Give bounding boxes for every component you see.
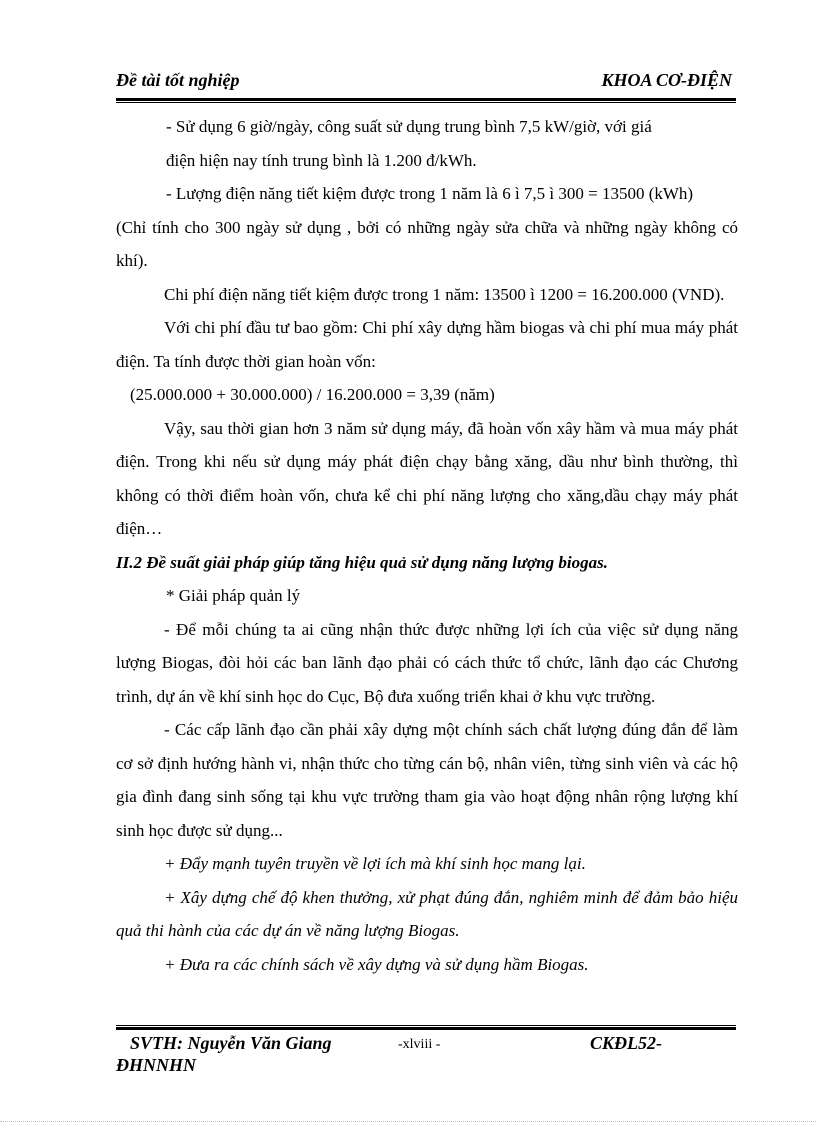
formula-payback: (25.000.000 + 30.000.000) / 16.200.000 = 3,39 (năm): [130, 385, 495, 404]
paragraph-conclusion: Vậy, sau thời gian hơn 3 năm sử dụng máy, đã hoàn vốn xây hầm và mua máy phát điện. Trong khi nếu sử dụng máy phát điện chạy bằng xăng, dầu như bình thường, thì không có thời điểm hoàn vốn, chưa kể chi phí năng lượng cho xăng,dầu chạy máy phát điện…: [116, 418, 738, 538]
paragraph-usage: [116, 110, 738, 177]
footer-class-code-cont: ĐHNNHN: [116, 1055, 196, 1075]
footer-student-name: SVTH: Nguyễn Văn Giang: [130, 1033, 332, 1053]
footer-class-code: CKĐL52-: [590, 1033, 662, 1053]
item-promotion: + Đẩy mạnh tuyên truyền về lợi ích mà khí sinh học mang lại.: [164, 854, 586, 873]
item-policies: + Đưa ra các chính sách về xây dựng và sử dụng hầm Biogas.: [164, 954, 589, 974]
paragraph-awareness: - Để mỗi chúng ta ai cũng nhận thức được những lợi ích của việc sử dụng năng lượng Biogas, đòi hỏi các ban lãnh đạo phải có cách thức tổ chức, lãnh đạo các Chương trình, dự án về khí sinh học do Cục, Bộ đưa xuống triển khai ở khu vực trường.: [116, 619, 738, 706]
bullet-management: * Giải pháp quản lý: [166, 586, 301, 605]
header-thesis-title: Đề tài tốt nghiệp: [116, 70, 240, 90]
paragraph-cost-saved: Chi phí điện năng tiết kiệm được trong 1 năm: 13500 ì 1200 = 16.200.000 (VND).: [164, 284, 725, 304]
footer-page-number: -xlviii -: [398, 1037, 441, 1052]
paragraph-investment: Với chi phí đầu tư bao gồm: Chi phí xây dựng hầm biogas và chi phí mua máy phát điện. Ta tính được thời gian hoàn vốn:: [116, 318, 738, 371]
footer-divider: [116, 1025, 736, 1030]
page-body: [116, 110, 738, 981]
paragraph-usage-line1: - Sử dụng 6 giờ/ngày, công suất sử dụng trung bình 7,5 kW/giờ, với giá: [166, 117, 652, 136]
paragraph-policy: - Các cấp lãnh đạo cần phải xây dựng một chính sách chất lượng đúng đắn để làm cơ sở định hướng hành vi, nhận thức cho từng cán bộ, nhân viên, từng sinh viên và các hộ gia đình đang sinh sống tại khu vực trường tham gia vào hoạt động nhân rộng lượng khí sinh học được sử dụng...: [116, 720, 738, 840]
page-header: [116, 68, 736, 96]
header-faculty: KHOA CƠ-ĐIỆN: [601, 70, 732, 90]
paragraph-energy-saved: - Lượng điện năng tiết kiệm được trong 1 năm là 6 ì 7,5 ì 300 = 13500 (kWh): [166, 184, 694, 203]
item-rewards: + Xây dựng chế độ khen thưởng, xử phạt đúng đắn, nghiêm minh để đảm bảo hiệu quả thi hành của các dự án về năng lượng Biogas.: [116, 887, 738, 940]
paragraph-usage-line2: điện hiện nay tính trung bình là 1.200 đ/kWh.: [166, 150, 477, 170]
header-divider: [116, 98, 736, 103]
page-bottom-edge: [0, 1121, 816, 1122]
paragraph-note: (Chỉ tính cho 300 ngày sử dụng , bởi có những ngày sửa chữa và những ngày không có khí).: [116, 217, 738, 270]
section-heading: II.2 Đề suất giải pháp giúp tăng hiệu quả sử dụng năng lượng biogas.: [116, 552, 608, 572]
